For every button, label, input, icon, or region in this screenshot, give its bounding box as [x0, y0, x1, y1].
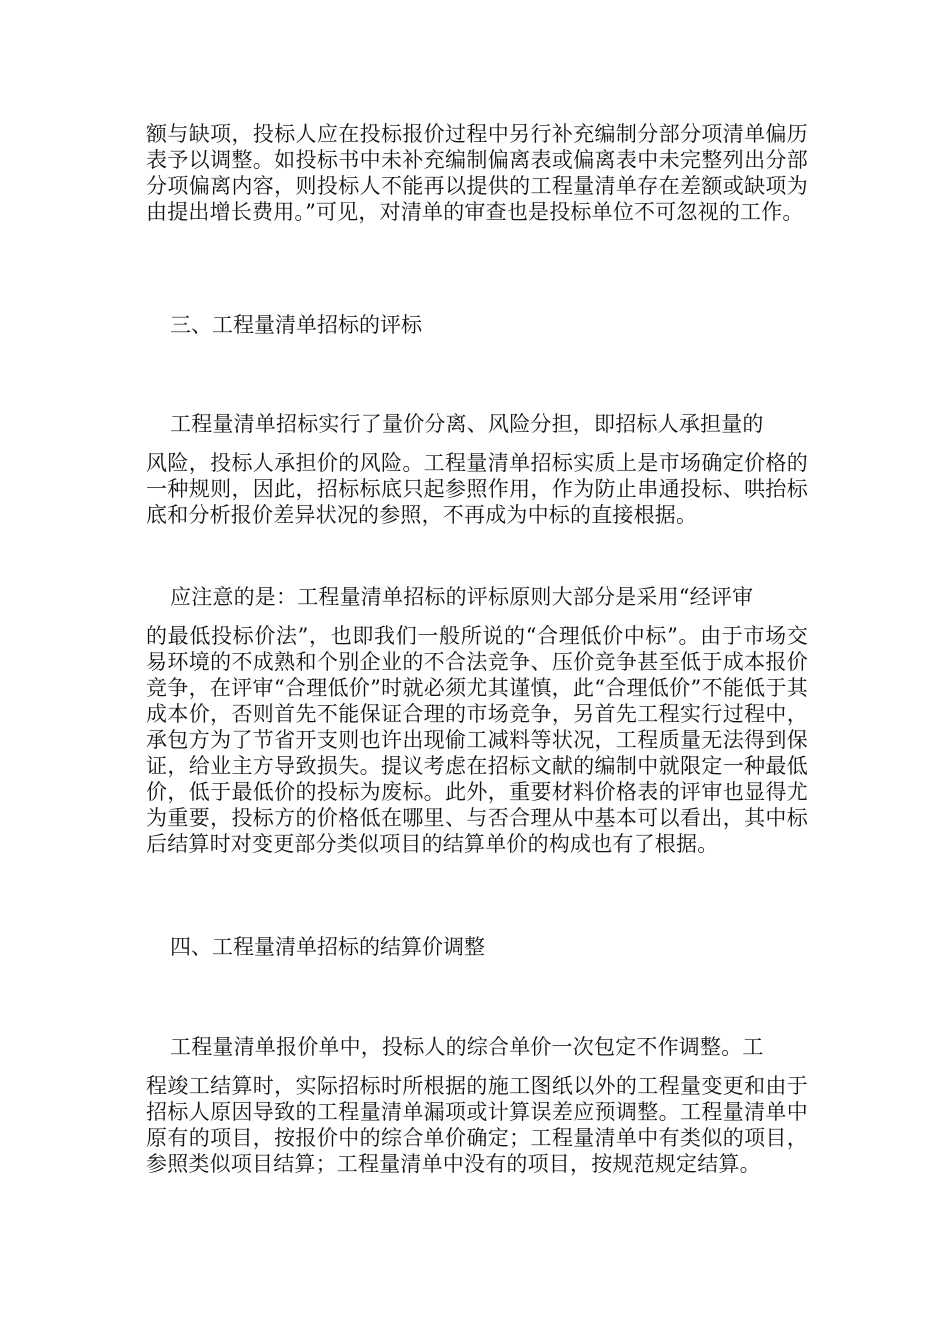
paragraph-3-first-line: 工程量清单报价单中，投标人的综合单价一次包定不作调整。工	[170, 1035, 764, 1059]
section-heading-4: 四、工程量清单招标的结算价调整	[170, 935, 485, 959]
paragraph-1-body: 风险，投标人承担价的风险。工程量清单招标实质上是市场确定价格的一种规则，因此，招标标底只起参照作用，作为防止串通投标、哄抬标底和分析报价差异状况的参照，不再成为中标的直接根据。	[146, 451, 808, 527]
paragraph-2-body: 的最低投标价法”，也即我们一般所说的“合理低价中标”。由于市场交易环境的不成熟和个别企业的不合法竞争、压价竞争甚至低于成本报价竞争，在评审“合理低价”时就必须尤其谨慎，此“合理低价”不能低于其成本价，否则首先不能保证合理的市场竞争，另首先工程实行过程中，承包方为了节省开支则也许出现偷工减料等状况，工程质量无法得到保证，给业主方导致损失。提议考虑在招标文献的编制中就限定一种最低价，低于最低价的投标为废标。此外，重要材料价格表的评审也显得尤为重要，投标方的价格低在哪里、与否合理从中基本可以看出，其中标后结算时对变更部分类似项目的结算单价的构成也有了根据。	[146, 624, 808, 856]
paragraph-2-first-line: 应注意的是：工程量清单招标的评标原则大部分是采用“经评审	[170, 585, 754, 609]
paragraph-1-first-line: 工程量清单招标实行了量价分离、风险分担，即招标人承担量的	[170, 412, 764, 436]
paragraph-continuation: 额与缺项，投标人应在投标报价过程中另行补充编制分部分项清单偏历表予以调整。如投标书中未补充编制偏离表或偏离表中未完整列出分部分项偏离内容，则投标人不能再以提供的工程量清单存在差额或缺项为由提出增长费用。”可见，对清单的审查也是投标单位不可忽视的工作。	[146, 122, 808, 224]
section-heading-3: 三、工程量清单招标的评标	[170, 313, 422, 337]
paragraph-3-body: 程竣工结算时，实际招标时所根据的施工图纸以外的工程量变更和由于招标人原因导致的工程量清单漏项或计算误差应预调整。工程量清单中原有的项目，按报价中的综合单价确定；工程量清单中有类似的项目，参照类似项目结算；工程量清单中没有的项目，按规范规定结算。	[146, 1074, 808, 1176]
